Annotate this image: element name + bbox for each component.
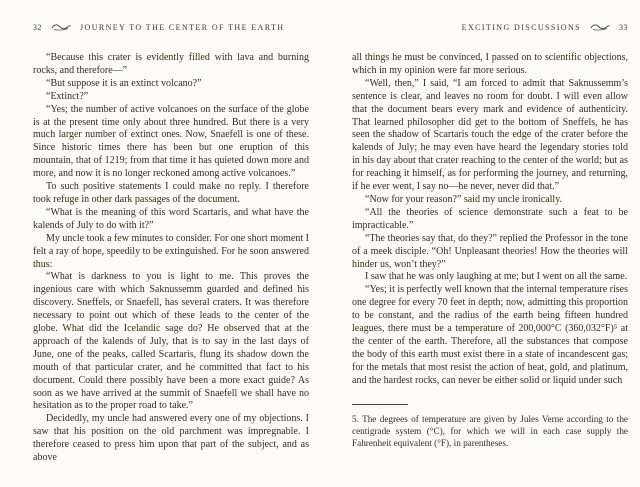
body-paragraph: “What is the meaning of this word Scartaris, and what have the kalends of July to do with it?”	[33, 206, 309, 231]
body-paragraph: “Yes; the number of active volcanoes on the surface of the globe is at the present time only about three hundred. But there is a very much larger number of extinct ones. Now, Snaefell is one of these. Since historic times there has been but one eruption of this mountain, that of 1219; from that time it has quieted down more and more, and now it is no longer reckoned among active volcanoes.”	[33, 103, 309, 180]
body-paragraph: To such positive statements I could make no reply. I therefore took refuge in other dark passages of the document.	[33, 181, 309, 205]
page-number-left: 32	[33, 22, 42, 32]
body-paragraph: “Now for your reason?” said my uncle ironically.	[365, 193, 563, 205]
body-paragraph: “Well, then,” I said, “I am forced to admit that Saknussemm’s sentence is clear, and leaves no room for doubt. I will even allow that the document bears every mark and evidence of authenticity. That learned philosopher did get to the bottom of Sneffels, he has seen the shadow of Scartaris touch the edge of the crater before the kalends of July; he may even have heard the legendary stories told in his day about that crater reaching to the center of the world; but as for reaching it himself, as for performing the journey, and returning, if he ever went, I say no—he never, never did that.”	[352, 77, 628, 193]
footnote-block	[352, 404, 628, 450]
body-paragraph: “The theories say that, do they?” replied the Professor in the tone of a meek disciple. “Oh! Unpleasant theories! How the theories will hinder us, won’t they?”	[352, 232, 628, 270]
body-paragraph: “Yes; it is perfectly well known that the internal temperature rises one degree for every 70 feet in depth; now, admitting this proportion to be constant, and the radius of the earth being fifteen hundred leagues, there must be a temperature of 200,000°C (360,032°F)⁵ at the center of the earth. Therefore, all the substances that compose the body of this earth must exist there in a state of incandescent gas; for the metals that most resist the action of heat, gold, and platinum, and the hardest rocks, can never be either solid or liquid under such	[352, 284, 628, 386]
footnote-rule	[352, 404, 408, 405]
body-paragraph: “But suppose it is an extinct volcano?”	[46, 77, 202, 89]
body-paragraph: Decidedly, my uncle had answered every one of my objections. I saw that his position on the old parchment was impregnable. I therefore ceased to press him upon that part of the subject, and as above	[33, 413, 309, 464]
header-flourish-icon	[590, 23, 610, 31]
body-paragraph: “All the theories of science demonstrate such a feat to be impracticable.”	[352, 206, 628, 231]
right-page-body	[352, 52, 628, 388]
right-page	[352, 22, 628, 449]
body-paragraph: all things he must be convinced, I passed on to scientific objections, which in my opinion were far more serious.	[352, 52, 628, 76]
running-header-right	[352, 22, 628, 32]
running-header-left	[33, 22, 309, 32]
body-paragraph: I saw that he was only laughing at me; but I went on all the same.	[365, 271, 628, 283]
body-paragraph: My uncle took a few minutes to consider. For one short moment I felt a ray of hope, speedily to be extinguished. For he soon answered thus:	[33, 232, 309, 270]
running-head-title-right: EXCITING DISCUSSIONS	[461, 22, 581, 32]
header-flourish-icon	[51, 23, 71, 31]
running-head-title-left: JOURNEY TO THE CENTER OF THE EARTH	[80, 22, 285, 32]
left-page-body	[33, 52, 309, 465]
body-paragraph: “What is darkness to you is light to me. This proves the ingenious care with which Saknussemm guarded and defined his discovery. Sneffels, or Snaefell, has several craters. It was therefore necessary to point out which of these leads to the center of the globe. What did the Icelandic sage do? He observed that at the approach of the kalends of July, that is to say in the last days of June, one of the peaks, called Scartaris, flung its shadow down the mouth of that particular crater, and he committed that fact to his document. Could there possibly have been a more exact guide? As soon as we have arrived at the summit of Snaefell we shall have no hesitation as to the proper road to take.”	[33, 271, 309, 412]
footnote: 5. The degrees of temperature are given by Jules Verne according to the centigrade system (°C), for which we will in each case supply the Fahrenheit equivalent (°F), in parentheses.	[352, 413, 628, 449]
left-page	[33, 22, 309, 465]
body-paragraph: “Because this crater is evidently filled with lava and burning rocks, and therefore—”	[33, 52, 309, 76]
body-paragraph: “Extinct?”	[46, 90, 89, 102]
page-number-right: 33	[619, 22, 628, 32]
